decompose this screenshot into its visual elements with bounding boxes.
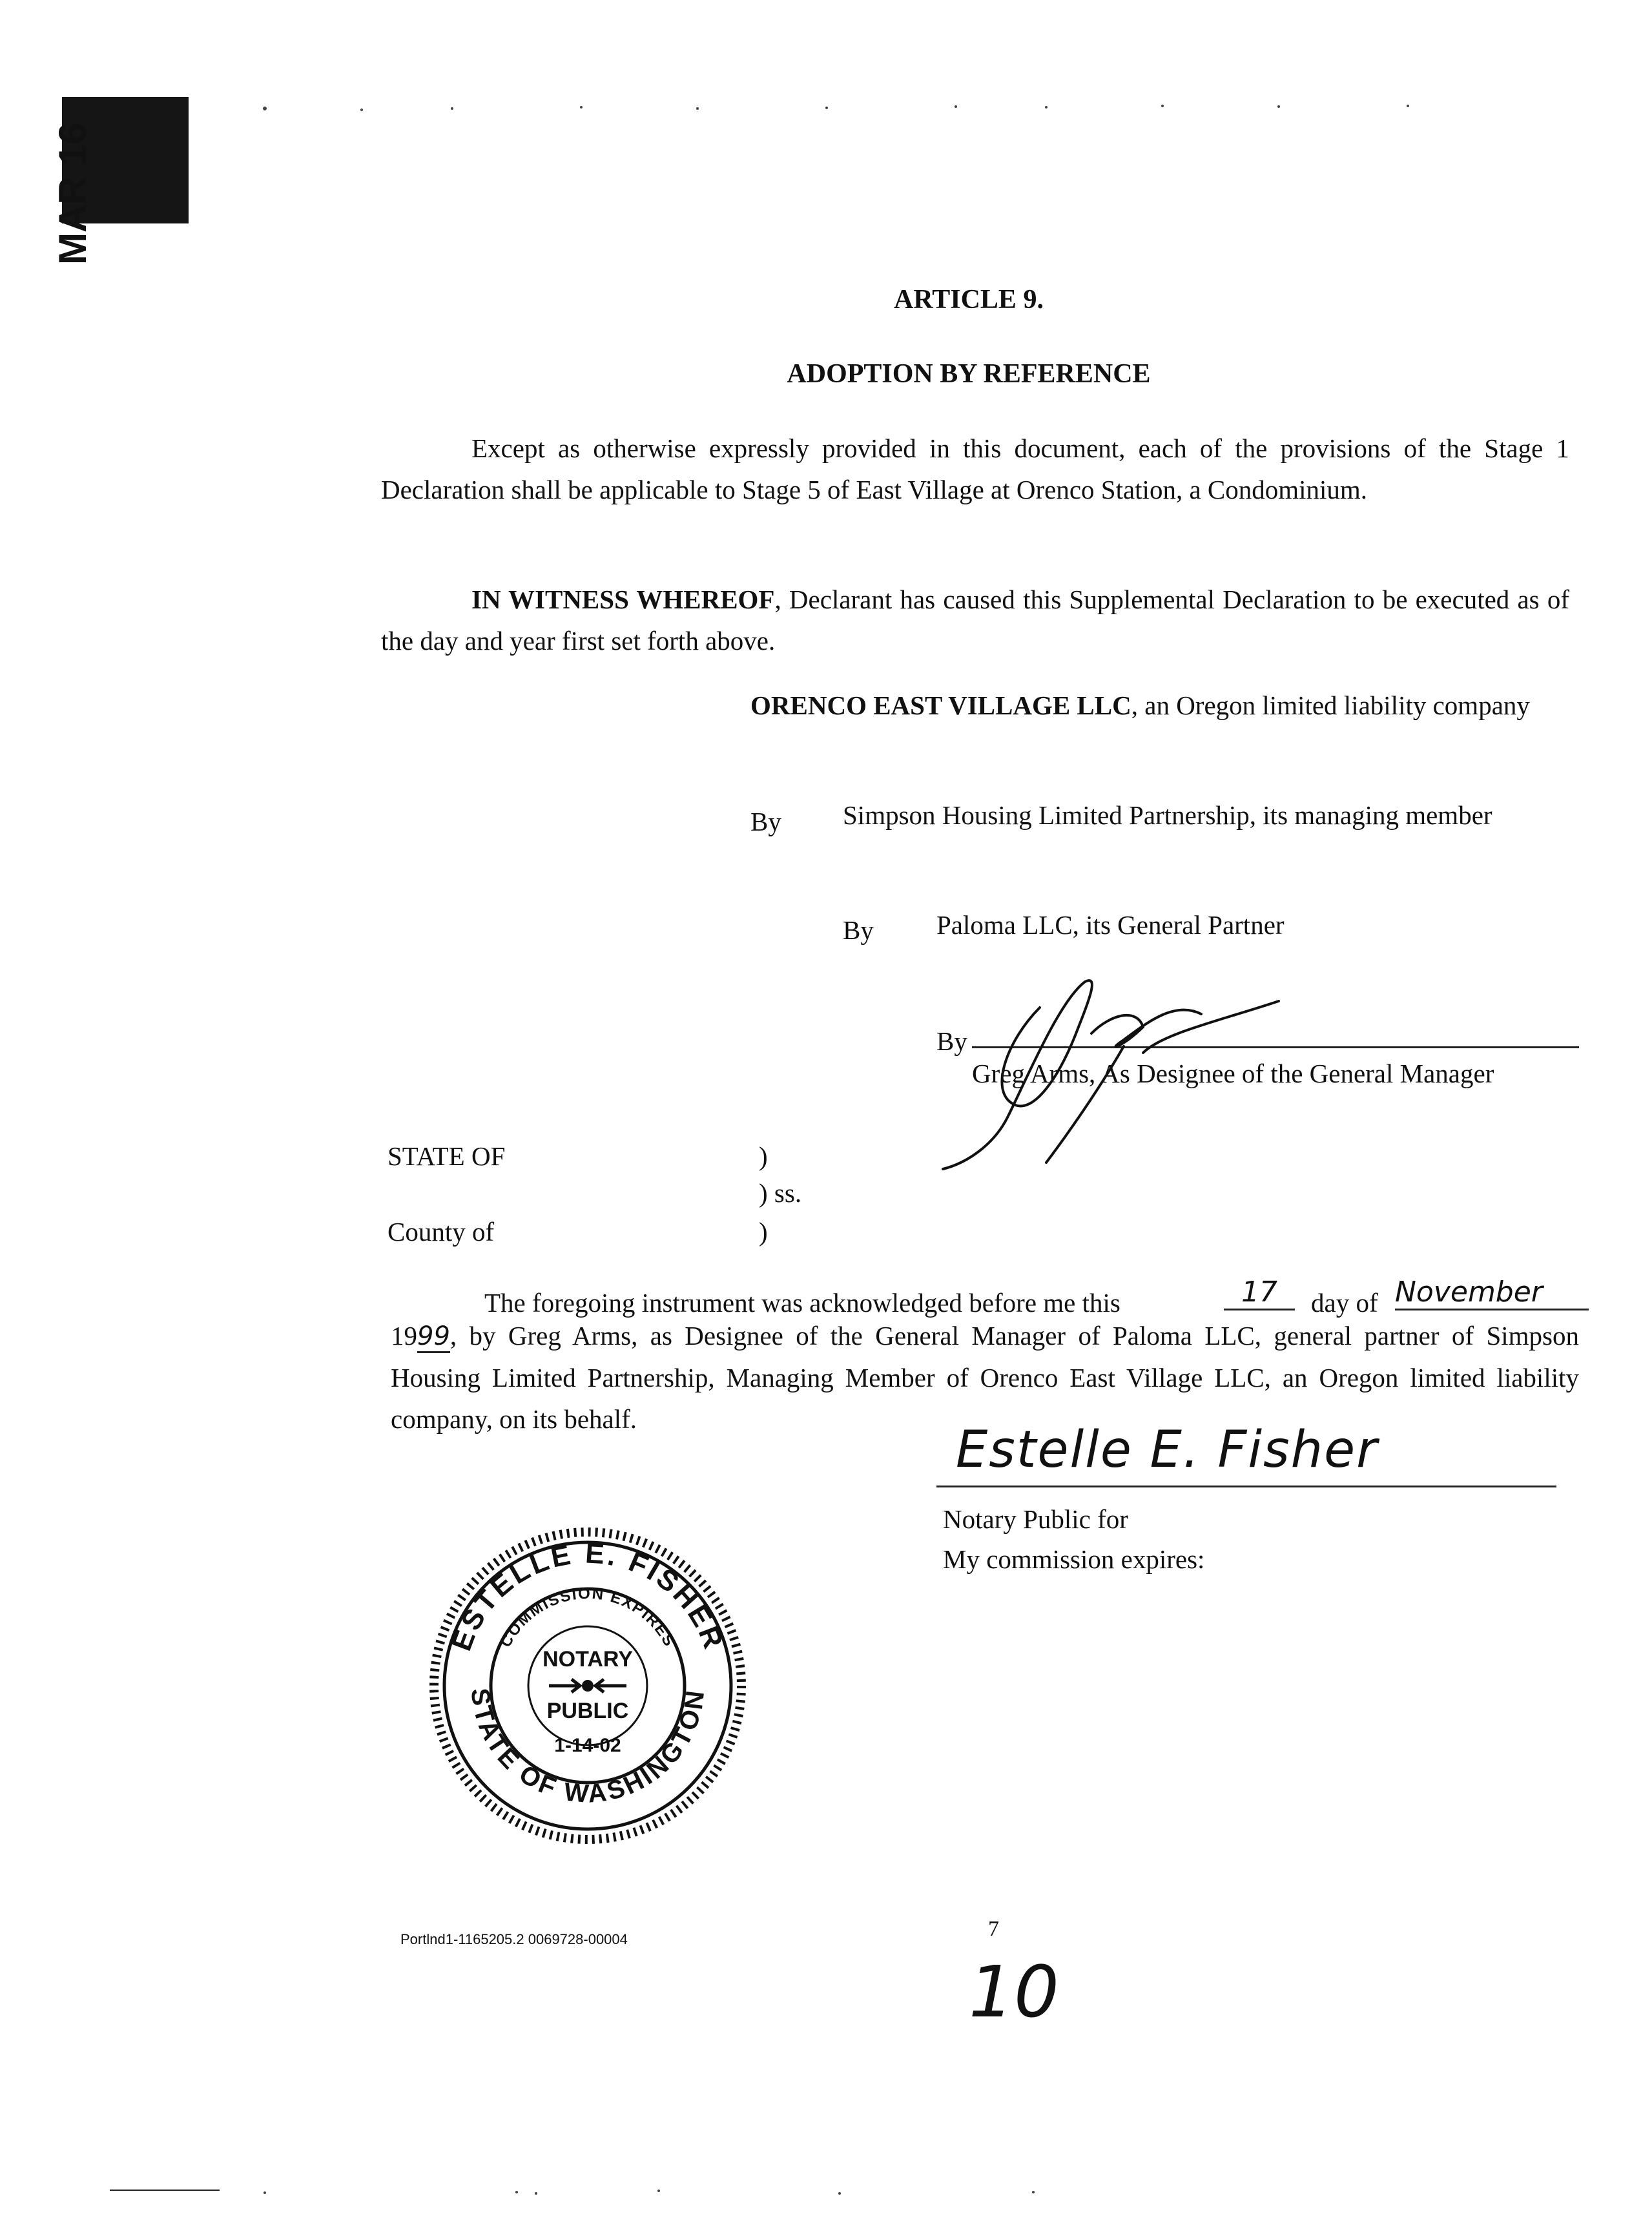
ack-day-handwritten: 17 — [1224, 1276, 1295, 1310]
scan-noise-dots — [245, 97, 1472, 116]
by-label-3: By — [936, 1026, 967, 1056]
seal-notary: NOTARY — [542, 1647, 633, 1672]
seal-date: 1-14-02 — [554, 1735, 621, 1756]
state-label: STATE OF — [387, 1141, 506, 1171]
company-desc: , an Oregon limited liability company — [1131, 690, 1530, 720]
by-text-1: Simpson Housing Limited Partnership, its managing member — [843, 800, 1492, 830]
handwritten-page-number: 10 — [969, 1951, 1059, 2033]
scan-artifact-line — [110, 2190, 220, 2191]
by-text-2: Paloma LLC, its General Partner — [936, 910, 1285, 940]
venue-paren-ss: ) ss. — [759, 1178, 802, 1208]
ack-month-handwritten: November — [1395, 1276, 1589, 1310]
seal-name: ESTELLE E. FISHER — [445, 1537, 730, 1655]
ack-text-a: The foregoing instrument was acknowledged before me this — [484, 1288, 1120, 1318]
by-label-1: By — [750, 807, 781, 836]
seal-public: PUBLIC — [546, 1699, 629, 1723]
witness-paragraph — [381, 579, 1569, 661]
article-subtitle: ADOPTION BY REFERENCE — [787, 359, 1151, 389]
notary-commission: My commission expires: — [943, 1544, 1205, 1574]
signature-greg-arms — [930, 949, 1292, 1182]
page-number: 7 — [988, 1917, 999, 1941]
body-paragraph: Except as otherwise expressly provided in this document, each of the provisions of the Stage 1 Declaration shall be applicable to Stage 5 of East Village at Orenco Station, a Condominium. — [381, 433, 1569, 504]
ack-year-prefix: 19 — [391, 1321, 417, 1351]
margin-date-stamp: MAR 16 — [51, 122, 94, 265]
footer-doc-id: Portlnd1-1165205.2 0069728-00004 — [400, 1931, 628, 1947]
witness-text: , Declarant has caused this Supplemental Declaration to be executed as of the day and year first set forth above. — [381, 585, 1569, 656]
seal-state: STATE OF WASHINGTON — [465, 1686, 710, 1809]
ack-year-handwritten: 99 — [417, 1321, 450, 1353]
county-label: County of — [387, 1217, 495, 1247]
notary-public-for: Notary Public for — [943, 1504, 1128, 1534]
notary-seal — [426, 1524, 749, 1847]
seal-commission-expires: COMMISSION EXPIRES — [497, 1584, 679, 1650]
scan-noise-bottom — [258, 2183, 1098, 2202]
by-label-2: By — [843, 915, 874, 945]
ack-text-c: , by Greg Arms, as Designee of the General Manager of Paloma LLC, general partner of Simpson Housing Limited Partnership, Managing Member of Orenco East Village LLC, an Oregon limited liability company, on its behalf. — [391, 1321, 1579, 1434]
witness-lead: IN WITNESS WHEREOF — [471, 585, 775, 614]
venue-paren-3: ) — [759, 1217, 768, 1247]
notary-signature: Estelle E. Fisher — [956, 1421, 1379, 1479]
signer-title: Greg Arms, As Designee of the General Manager — [972, 1059, 1494, 1088]
signatory-company — [750, 685, 1571, 726]
svg-text:COMMISSION EXPIRES — [497, 1585, 678, 1650]
notary-signature-line — [936, 1486, 1556, 1487]
article-title: ARTICLE 9. — [894, 285, 1044, 315]
venue-paren-1: ) — [759, 1141, 768, 1171]
ack-text-b: day of — [1311, 1288, 1378, 1318]
company-name: ORENCO EAST VILLAGE LLC — [750, 690, 1131, 720]
